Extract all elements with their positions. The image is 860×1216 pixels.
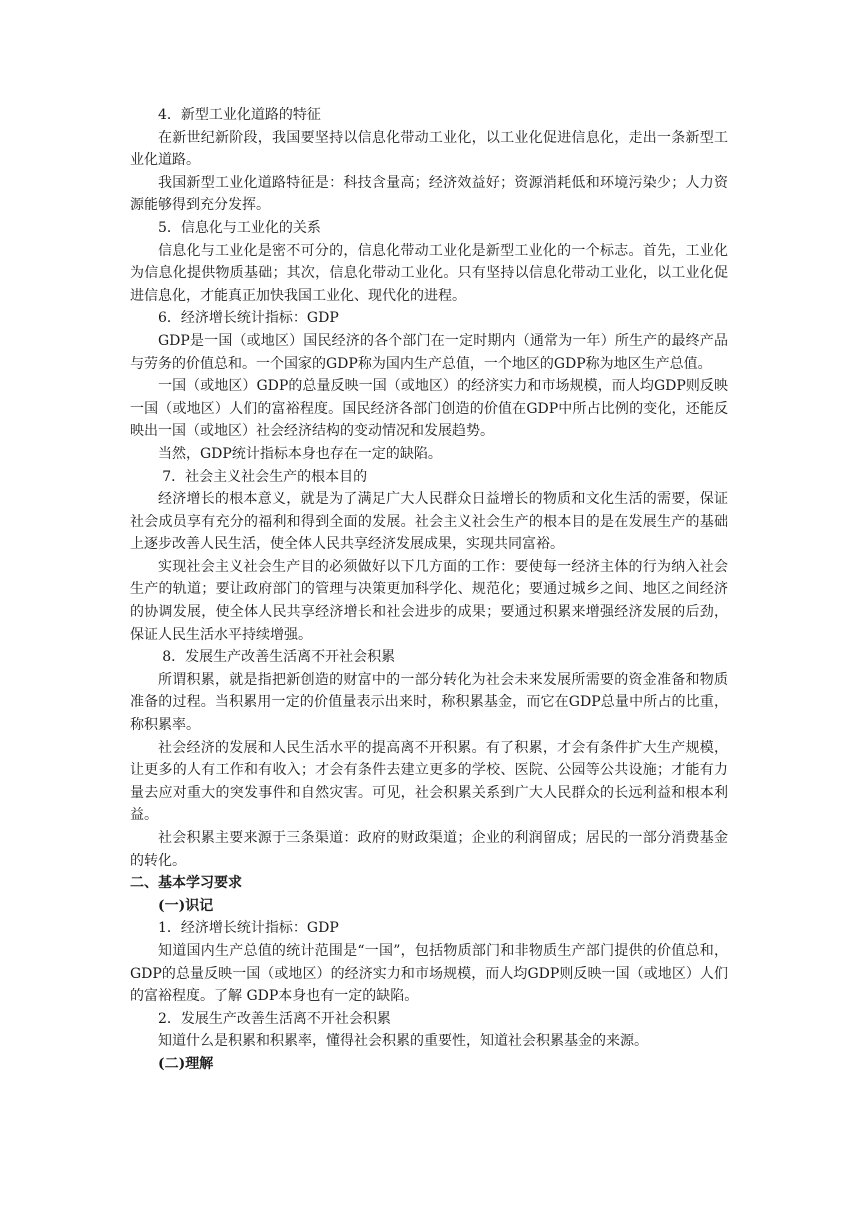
paragraph: 知道国内生产总值的统计范围是“一国”，包括物质部门和非物质生产部门提供的价值总和，GDP的总量反映一国（或地区）的经济实力和市场规模，而人均GDP则反映一国（或地区）人们的富裕程度。了解 GDP本身也有一定的缺陷。 — [130, 942, 728, 1005]
paragraph: GDP是一国（或地区）国民经济的各个部门在一定时期内（通常为一年）所生产的最终产品与劳务的价值总和。一个国家的GDP称为国内生产总值，一个地区的GDP称为地区生产总值。 — [130, 332, 728, 372]
heading-6: 6．经济增长统计指标：GDP — [158, 310, 339, 327]
section-heading: 二、基本学习要求 — [130, 875, 242, 892]
paragraph: 经济增长的根本意义，就是为了满足广大人民群众日益增长的物质和文化生活的需要，保证社会成员享有充分的福利和得到全面的发展。社会主义社会生产的根本目的是在发展生产的基础上逐步改善人民生活，使全体人民共享经济发展成果，实现共同富裕。 — [130, 491, 728, 553]
heading-4: 4．新型工业化道路的特征 — [158, 107, 321, 123]
document-body — [130, 104, 728, 1076]
paragraph: 当然，GDP统计指标本身也存在一定的缺陷。 — [158, 445, 442, 462]
heading-7: 7．社会主义社会生产的根本目的 — [162, 468, 368, 485]
paragraph: 知道什么是积累和积累率，懂得社会积累的重要性，知道社会积累基金的来源。 — [158, 1033, 648, 1050]
paragraph: 所谓积累，就是指把新创造的财富中的一部分转化为社会未来发展所需要的资金准备和物质准备的过程。当积累用一定的价值量表示出来时，称积累基金，而它在GDP总量中所占的比重，称积累率。 — [130, 671, 728, 734]
subsection-heading: (一)识记 — [158, 897, 214, 914]
item-heading: 1．经济增长统计指标：GDP — [158, 920, 339, 937]
paragraph: 社会经济的发展和人民生活水平的提高离不开积累。有了积累，才会有条件扩大生产规模，让更多的人有工作和有收入；才会有条件去建立更多的学校、医院、公园等公共设施；才能有力量去应对重大的突发事件和自然灾害。可见，社会积累关系到广大人民群众的长远利益和根本利益。 — [130, 739, 728, 824]
paragraph: 在新世纪新阶段，我国要坚持以信息化带动工业化，以工业化促进信息化，走出一条新型工业化道路。 — [130, 129, 728, 169]
heading-8: 8．发展生产改善生活离不开社会积累 — [162, 649, 396, 666]
paragraph: 一国（或地区）GDP的总量反映一国（或地区）的经济实力和市场规模，而人均GDP则反映一国（或地区）人们的富裕程度。国民经济各部门创造的价值在GDP中所占比例的变化，还能反映出一国（或地区）社会经济结构的变动情况和发展趋势。 — [130, 378, 728, 440]
paragraph: 实现社会主义社会生产目的必须做好以下几方面的工作：要使每一经济主体的行为纳入社会生产的轨道；要让政府部门的管理与决策更加科学化、规范化；要通过城乡之间、地区之间经济的协调发展，使全体人民共享经济增长和社会进步的成果；要通过积累来增强经济发展的后劲，保证人民生活水平持续增强。 — [130, 558, 728, 643]
item-heading: 2．发展生产改善生活离不开社会积累 — [158, 1010, 391, 1027]
heading-5: 5．信息化与工业化的关系 — [158, 219, 321, 236]
paragraph: 我国新型工业化道路特征是：科技含量高；经济效益好；资源消耗低和环境污染少；人力资源能够得到充分发挥。 — [130, 174, 728, 214]
paragraph: 信息化与工业化是密不可分的，信息化带动工业化是新型工业化的一个标志。首先，工业化为信息化提供物质基础；其次，信息化带动工业化。只有坚持以信息化带动工业化，以工业化促进信息化，才能真正加快我国工业化、现代化的进程。 — [130, 242, 728, 304]
paragraph: 社会积累主要来源于三条渠道：政府的财政渠道；企业的利润留成；居民的一部分消费基金的转化。 — [130, 830, 728, 869]
subsection-heading: (二)理解 — [158, 1055, 214, 1072]
